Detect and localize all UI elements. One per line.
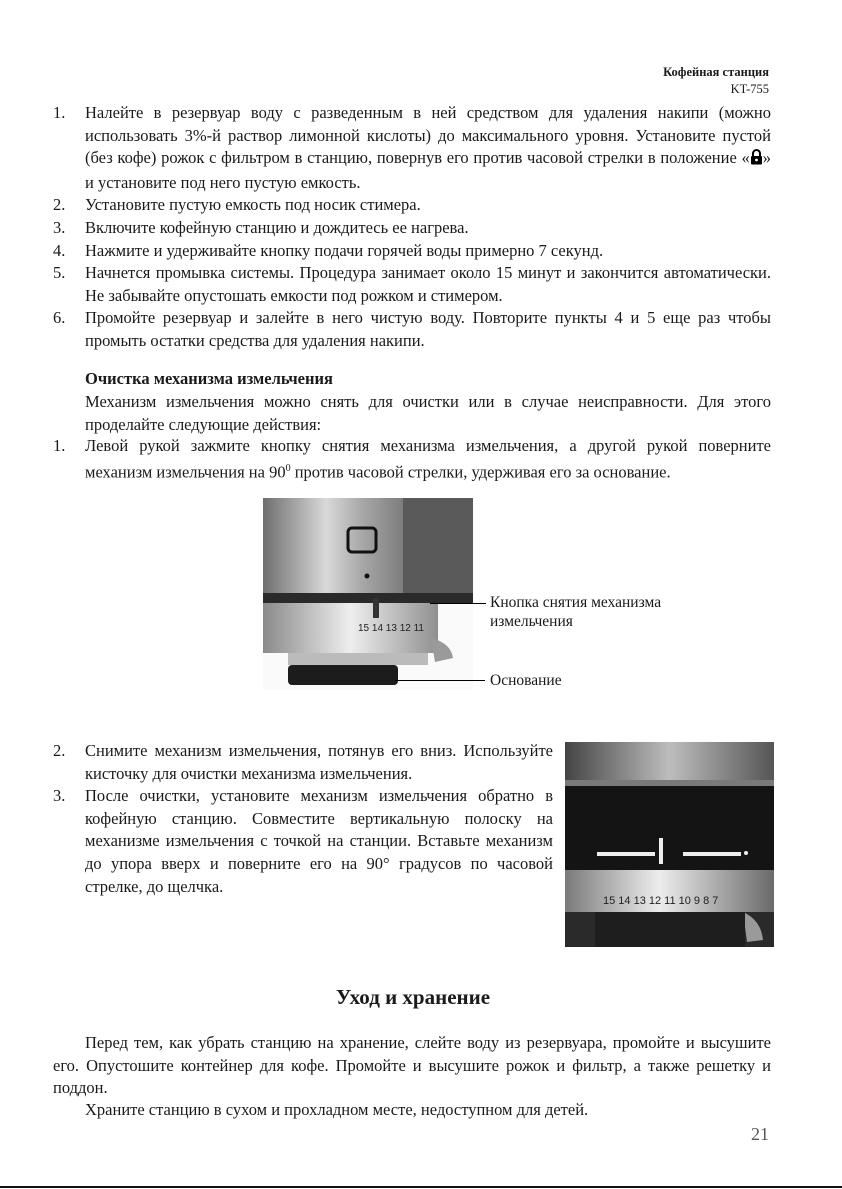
callout-line [430, 603, 486, 604]
callout-line [395, 680, 485, 681]
list-item: 6. Промойте резервуар и залейте в него чистую воду. Повторите пункты 4 и 5 еще раз чтобы промыть остатки средства для удаления накипи. [53, 308, 771, 350]
grinder-steps-1 [53, 435, 771, 484]
grinder-steps-2 [53, 740, 553, 898]
callout-button-label: Кнопка снятия механизма измельчения [490, 594, 662, 630]
list-item: 2. Снимите механизм измельчения, потянув его вниз. Используйте кисточку для очистки механизма измельчения. [53, 741, 553, 783]
list-item: 5. Начнется промывка системы. Процедура занимает около 15 минут и закончится автоматически. Не забывайте опустошать емкости под рожком и стимером. [53, 263, 771, 305]
lock-icon [750, 149, 763, 172]
care-paragraph: Перед тем, как убрать станцию на хранение, слейте воду из резервуара, промойте и высушите его. Опустошите контейнер для кофе. Промойте и высушите рожок и фильтр, а также решетку и поддон. [53, 1033, 771, 1098]
list-item: 2. Установите пустую емкость под носик стимера. [53, 195, 421, 215]
list-item: 1. Налейте в резервуар воду с разведенным в ней средством для удаления накипи (можно использовать 3%-й раствор лимонной кислоты) до максимального уровня. Установите пустой (без кофе) рожок с фильтром в станцию, повернув его против часовой стрелки в положение « » и установите под него пустую емкость. [53, 103, 771, 192]
list-item: 3. Включите кофейную станцию и дождитесь ее нагрева. [53, 217, 469, 237]
grinder-photo [263, 498, 473, 690]
header-title: Кофейная станция [663, 65, 769, 79]
list-item: 4. Нажмите и удерживайте кнопку подачи горячей воды примерно 7 секунд. [53, 240, 604, 260]
scale-labels: 15 14 13 12 11 [358, 623, 424, 634]
page-header [663, 64, 769, 98]
callout-base-label: Основание [490, 672, 562, 689]
grinder-intro: Механизм измельчения можно снять для очистки или в случае неисправности. Для этого проделайте следующие действия: [85, 392, 771, 434]
grinder-dial-photo [565, 742, 774, 947]
list-item: 3. После очистки, установите механизм измельчения обратно в кофейную станцию. Совместите вертикальную полоску на механизме измельчения с точкой на станции. Вставьте механизм до упора вверх и поверните его на 90° градусов по часовой стрелке, до щелчка. [53, 786, 553, 896]
care-title: Уход и хранение [335, 985, 491, 1009]
descale-steps [53, 102, 771, 353]
storage-paragraph: Храните станцию в сухом и прохладном месте, недоступном для детей. [85, 1100, 589, 1119]
scale-labels: 15 14 13 12 11 10 9 8 7 [603, 895, 719, 907]
page-number: 21 [751, 1124, 769, 1144]
bottom-rule [0, 1186, 842, 1188]
grinder-heading: Очистка механизма измельчения [85, 369, 333, 388]
header-model: KT-755 [730, 82, 769, 96]
list-item: 1. Левой рукой зажмите кнопку снятия механизма измельчения, а другой рукой поверните механизм измельчения на $90^0$ против часовой стрелки, удерживая его за основание. [53, 436, 771, 482]
